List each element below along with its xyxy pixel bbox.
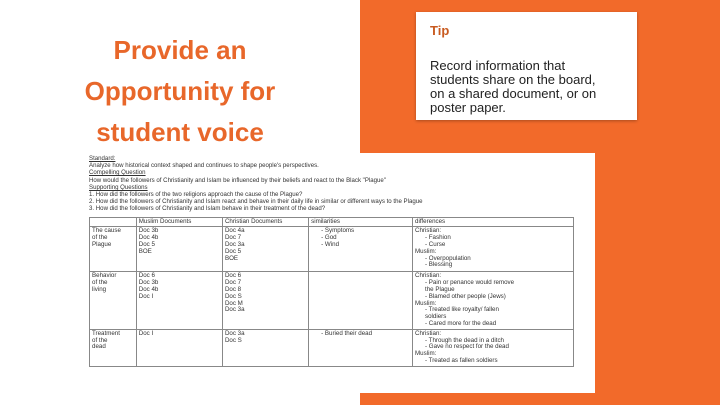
muslim-docs-cell [136, 329, 222, 366]
table-header-row [90, 217, 574, 227]
tip-text-line: students share on the board, [430, 72, 596, 87]
supporting-question: 2. How did the followers of Christianity and Islam react and behave in their daily life in similar or different ways to the Plague [89, 198, 423, 206]
doc-ref: Doc I [138, 292, 154, 300]
doc-ref: BOE [224, 254, 239, 262]
tip-text-line: on a shared document, or on [430, 86, 597, 101]
difference-heading: Christian: [415, 329, 442, 337]
christian-docs-cell [222, 329, 308, 366]
doc-ref: Doc 4a [224, 227, 245, 235]
difference-item: - Curse [425, 241, 446, 249]
muslim-docs-cell [136, 272, 222, 329]
differences-cell [413, 329, 574, 366]
similarity-item: - Wind [321, 241, 340, 249]
table-header: differences [413, 217, 574, 227]
document-image [86, 153, 595, 393]
difference-item: - Blamed other people (Jews) [425, 292, 506, 300]
difference-heading: Christian: [415, 272, 442, 280]
comparison-table [89, 217, 574, 367]
doc-ref: Doc 5 [138, 241, 155, 249]
slide-title-line: student voice [96, 117, 264, 147]
doc-ref: Doc 3a [224, 329, 245, 337]
table-header: Muslim Documents [136, 217, 222, 227]
row-label-line: of the [92, 336, 108, 344]
supporting-label: Supporting Questions [89, 183, 148, 191]
difference-heading: Muslim: [415, 247, 437, 255]
doc-ref: Doc 6 [138, 272, 155, 280]
table-row [90, 227, 574, 272]
row-label-line: The cause [92, 227, 121, 235]
table-header [90, 217, 137, 227]
table-row [90, 329, 574, 366]
doc-ref: Doc 3b [138, 227, 159, 235]
table-header: similarities [309, 217, 413, 227]
row-label-cell [90, 272, 137, 329]
tip-card [416, 12, 637, 120]
doc-ref: BOE [138, 247, 152, 255]
standard-label: Standard: [89, 155, 116, 162]
difference-heading: Muslim: [415, 299, 437, 307]
similarities-cell [309, 227, 413, 272]
row-label-line: of the [92, 279, 108, 287]
doc-ref: Doc 6 [224, 272, 242, 280]
doc-ref: Doc 3a [224, 306, 245, 314]
doc-ref: Doc S [224, 336, 242, 344]
similarities-cell [309, 272, 413, 329]
compelling-label: Compelling Question [89, 169, 146, 177]
supporting-question: 3. How did the followers of Christianity and Islam behave in their treatment of the dead? [89, 205, 326, 213]
tip-label: Tip [430, 23, 450, 38]
muslim-docs-cell [136, 227, 222, 272]
tip-text-line: Record information that [430, 58, 566, 73]
slide-title [40, 30, 320, 153]
difference-item: - Pain or penance would remove [425, 279, 515, 287]
supporting-question: 1. How did the followers of the two religions approach the cause of the Plague? [89, 191, 303, 199]
row-label-line: Behavior [92, 272, 117, 280]
doc-ref: Doc 4b [138, 234, 159, 242]
difference-item: - Through the dead in a ditch [425, 336, 505, 344]
doc-ref: Doc S [224, 292, 242, 300]
difference-item: - Treated as fallen soldiers [425, 356, 498, 364]
christian-docs-cell [222, 227, 308, 272]
difference-item: soldiers [425, 313, 447, 321]
christian-docs-cell [222, 272, 308, 329]
similarity-item: - Symptoms [321, 227, 355, 235]
differences-cell [413, 227, 574, 272]
doc-ref: Doc 3a [224, 241, 245, 249]
document-header [86, 153, 595, 213]
row-label-cell [90, 227, 137, 272]
row-label-cell [90, 329, 137, 366]
similarities-cell [309, 329, 413, 366]
similarity-item: - God [321, 234, 337, 242]
difference-item: - Treated like royalty/ fallen [425, 306, 499, 314]
differences-cell [413, 272, 574, 329]
slide-title-line: Provide an [113, 35, 247, 65]
standard-text: Analyze how historical context shaped and continues to shape people's perspectives. [89, 162, 319, 170]
doc-ref: Doc M [224, 299, 243, 307]
doc-ref: Doc I [138, 329, 154, 337]
difference-item: - Blessing [425, 261, 453, 269]
difference-item: - Fashion [425, 234, 451, 242]
table-row [90, 272, 574, 329]
difference-heading: Christian: [415, 227, 442, 235]
slide-title-line: Opportunity for [84, 76, 276, 106]
tip-text-line: poster paper. [430, 100, 506, 115]
row-label-line: living [92, 286, 107, 294]
tip-text [430, 59, 630, 115]
difference-item: - Overpopulation [425, 254, 471, 262]
doc-ref: Doc 5 [224, 247, 242, 255]
difference-item: the Plague [425, 286, 455, 294]
similarity-item: - Buried their dead [321, 329, 373, 337]
row-label-line: dead [92, 343, 106, 351]
doc-ref: Doc 8 [224, 286, 242, 294]
difference-item: - Cared more for the dead [425, 320, 497, 327]
doc-ref: Doc 7 [224, 279, 242, 287]
doc-ref: Doc 3b [138, 279, 159, 287]
difference-heading: Muslim: [415, 350, 437, 358]
row-label-line: Plague [92, 241, 112, 249]
row-label-line: of the [92, 234, 108, 242]
compelling-text: How would the followers of Christianity and Islam be influenced by their beliefs and react to the Black "Plague" [89, 176, 386, 184]
row-label-line: Treatment [92, 329, 120, 337]
difference-item: - Gave no respect for the dead [425, 343, 509, 351]
doc-ref: Doc 4b [138, 286, 159, 294]
doc-ref: Doc 7 [224, 234, 242, 242]
table-header: Christian Documents [222, 217, 308, 227]
